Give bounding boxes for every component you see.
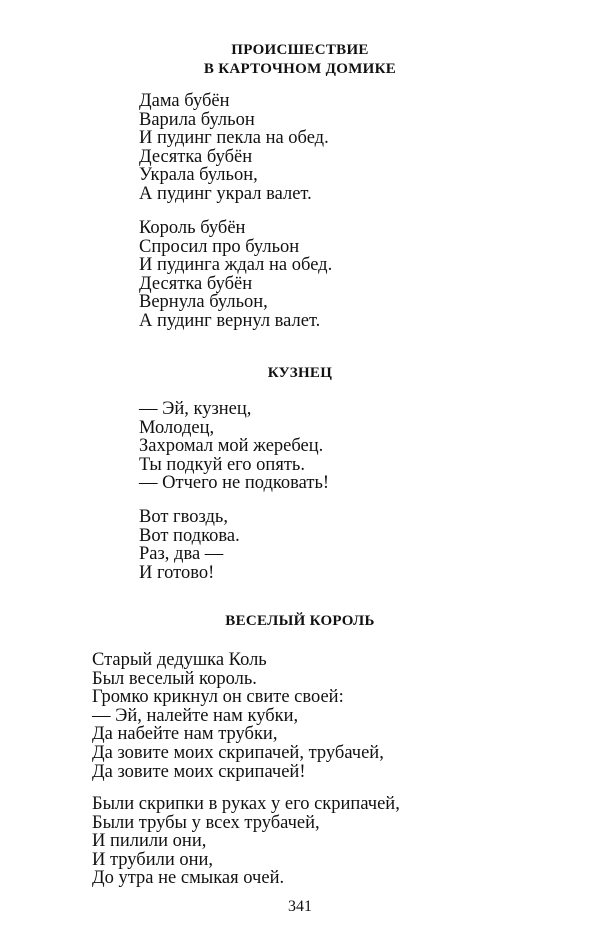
title-line: В КАРТОЧНОМ ДОМИКЕ (203, 61, 397, 77)
verse-line: И готово! (139, 562, 215, 583)
verse-line: Король бубён (139, 218, 246, 238)
verse-line: А пудинг украл валет. (139, 183, 312, 204)
verse-line: Да зовите моих скрипачей! (92, 761, 306, 782)
page-number: 341 (288, 898, 312, 915)
verse-line: И пилили они, (92, 831, 207, 852)
title-line: КУЗНЕЦ (267, 365, 333, 381)
verse-line: Громко крикнул он свите своей: (92, 687, 344, 708)
verse-line: Старый дедушка Коль (92, 650, 267, 670)
stanza (92, 795, 400, 888)
title-line: ПРОИСШЕСТВИЕ (231, 42, 369, 58)
stanza (139, 219, 332, 331)
verse-line: И трубили они, (92, 849, 214, 870)
verse-line: Раз, два — (139, 544, 224, 565)
stanza (139, 400, 329, 493)
verse-line: — Отчего не подковать! (139, 473, 330, 494)
verse-line: Дама бубён (139, 91, 230, 111)
verse-line: Украла бульон, (139, 165, 258, 186)
verse-line: Десятка бубён (139, 273, 253, 294)
verse-line: Спросил про бульон (139, 236, 300, 257)
verse-line: А пудинг вернул валет. (139, 310, 321, 331)
verse-line: Были трубы у всех трубачей, (92, 812, 320, 833)
verse-line: — Эй, кузнец, (139, 399, 252, 419)
verse-line: — Эй, налейте нам кубки, (92, 705, 299, 726)
verse-line: Был веселый король. (92, 668, 257, 689)
stanza (92, 651, 384, 781)
verse-line: До утра не смыкая очей. (92, 868, 285, 889)
verse-line: И пудинга ждал на обед. (139, 255, 333, 276)
verse-line: Варила бульон (139, 109, 255, 130)
verse-line: Десятка бубён (139, 146, 253, 167)
verse-line: Захромал мой жеребец. (139, 436, 324, 457)
verse-line: Молодец, (139, 417, 215, 438)
stanza (139, 508, 240, 582)
verse-line: Да зовите моих скрипачей, трубачей, (92, 742, 384, 763)
poem-title-card-house (0, 41, 600, 79)
verse-line: И пудинг пекла на обед. (139, 128, 329, 149)
title-line: ВЕСЕЛЫЙ КОРОЛЬ (225, 613, 375, 629)
verse-line: Вернула бульон, (139, 292, 268, 313)
verse-line: Вот подкова. (139, 525, 240, 546)
stanza (139, 92, 329, 204)
verse-line: Ты подкуй его опять. (139, 454, 305, 475)
verse-line: Вот гвоздь, (139, 507, 228, 527)
verse-line: Да набейте нам трубки, (92, 724, 278, 745)
poem-title-blacksmith (0, 364, 600, 383)
poem-title-merry-king (0, 612, 600, 631)
verse-line: Были скрипки в руках у его скрипачей, (92, 794, 400, 814)
